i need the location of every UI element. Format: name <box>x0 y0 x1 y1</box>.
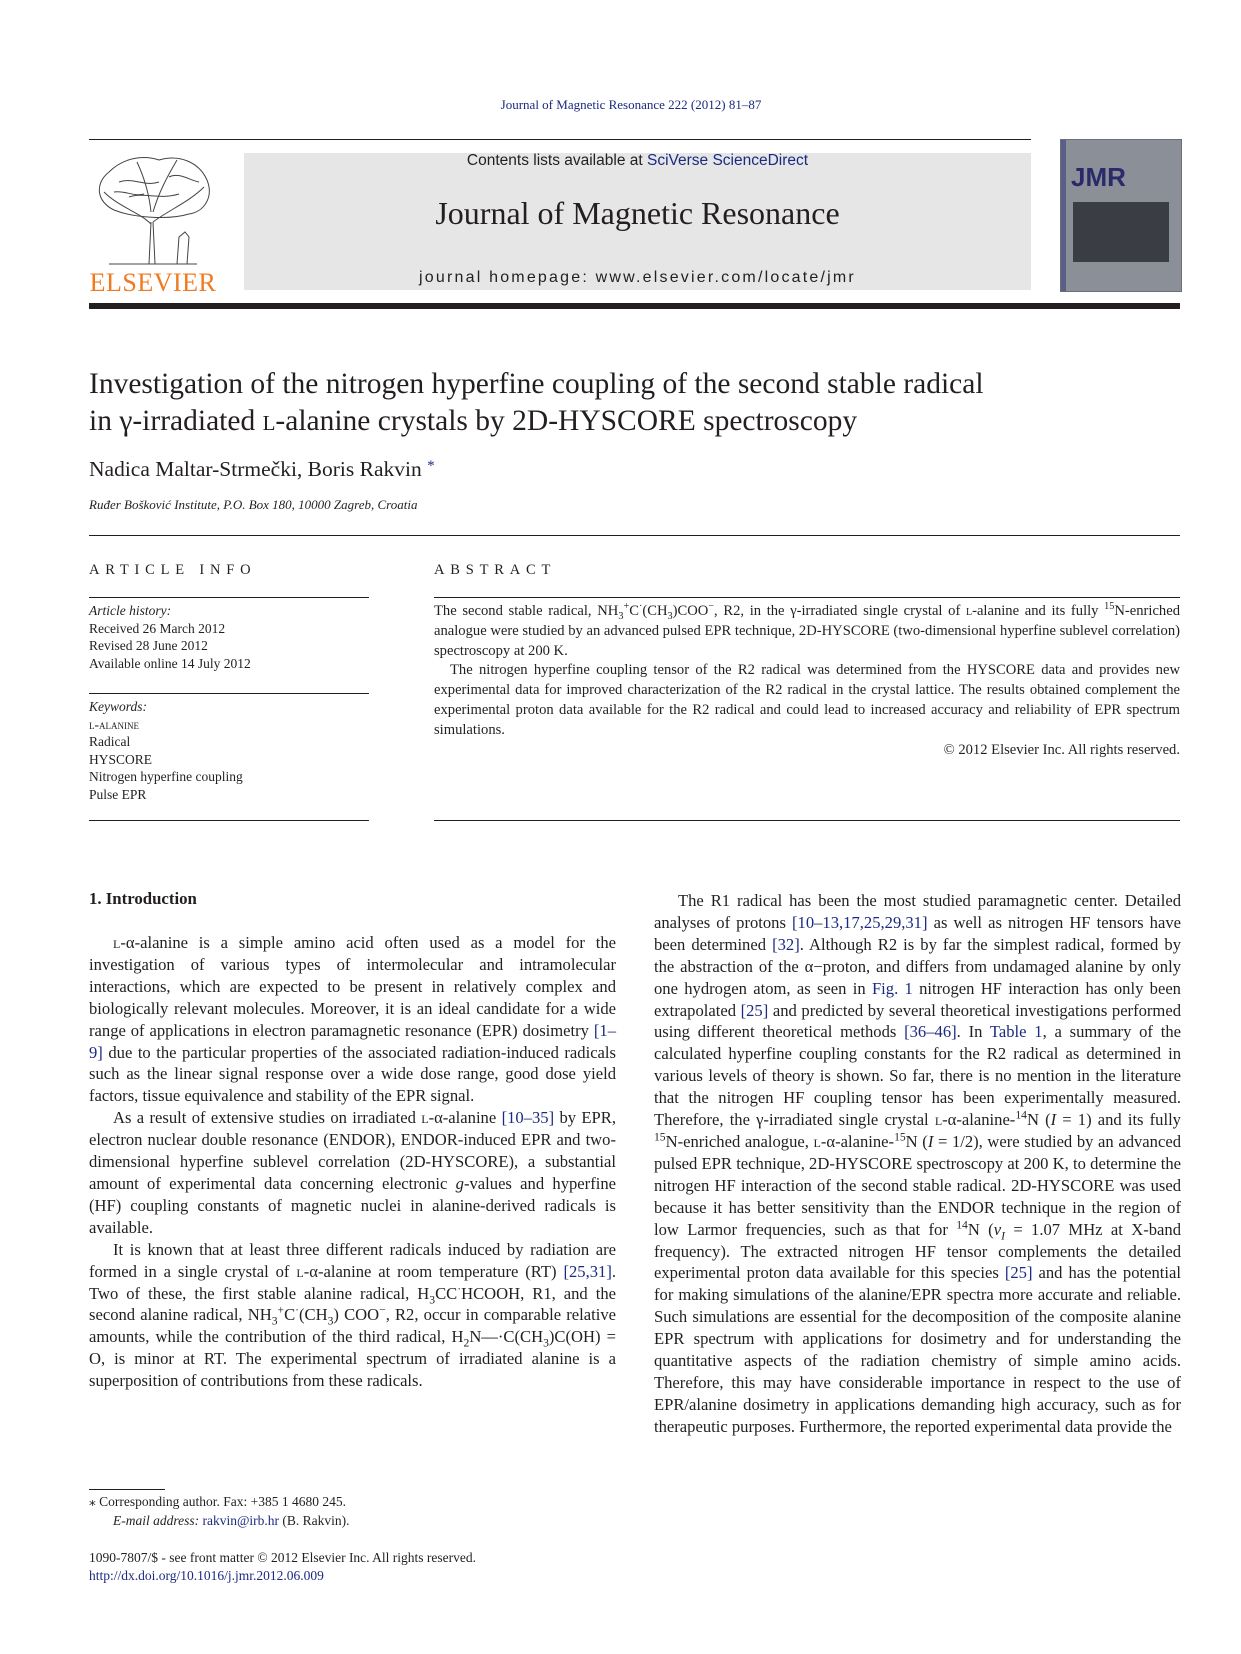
keyword-item: Nitrogen hyperfine coupling <box>89 769 243 784</box>
cover-figure <box>1073 202 1169 262</box>
journal-citation[interactable]: Journal of Magnetic Resonance 222 (2012) 81–87 <box>500 97 762 112</box>
article-title <box>89 366 1189 440</box>
abstract-rule <box>434 597 1180 598</box>
journal-cover-thumbnail <box>1060 139 1182 292</box>
corresponding-author-mark[interactable]: * <box>427 458 435 474</box>
article-history <box>89 602 369 672</box>
abstract-copyright: © 2012 Elsevier Inc. All rights reserved. <box>943 741 1180 758</box>
header-rule <box>89 139 1031 140</box>
author-names: Nadica Maltar-Strmečki, Boris Rakvin <box>89 457 422 481</box>
abstract-bottom-rule <box>434 820 1180 821</box>
body-paragraph: The R1 radical has been the most studied paramagnetic center. Detailed analyses of protons [10–13,17,25,29,31] as well as nitrogen HF tensors have been determined [32]. Although R2 is by far the simplest radical, formed by the abstraction of the α−proton, and differs from undamaged alanine by only one hydrogen atom, as seen in Fig. 1 nitrogen HF interaction has only been extrapolated [25] and predicted by several theoretical investigations performed using different theoretical methods [36–46]. In Table 1, a summary of the calculated hyperfine coupling constants for the R2 radical as determined in various levels of theory is shown. So far, there is no mention in the literature that the nitrogen HF coupling tensor has been experimentally measured. Therefore, the γ-irradiated single crystal l-α-alanine-$^{14}$N (I = 1) and its fully $^{15}$N-enriched analogue, l-α-alanine-$^{15}$N (I = 1/2), were studied by an advanced pulsed EPR technique, 2D-HYSCORE spectroscopy at 200 K, to determine the nitrogen HF interaction of the second stable radical. 2D-HYSCORE was used because it has better sensitivity than the ENDOR technique in the region of low Larmor frequencies, such as that for $^{14}$N ($\nu_I = 1.07$ MHz at X-band frequency). The extracted nitrogen HF tensor complements the detailed experimental proton data available for this species [25] and has the potential for making simulations of the alanine/EPR spectra more accurate and reliable. Such simulations are essential for the decomposition of the composite alanine EPR spectrum with applications for dosimetry and for understanding the quantitative aspects of the radiation chemistry of simple amino acids. Therefore, this may have considerable importance in respect to the use of EPR/alanine dosimetry in applications demanding high accuracy, such as for therapeutic purposes. Furthermore, the reported experimental data provide the <box>654 891 1182 1436</box>
title-line-2-sc: l <box>262 405 276 437</box>
affiliation: Ruđer Bošković Institute, P.O. Box 180, 10000 Zagreb, Croatia <box>89 497 418 512</box>
journal-name: Journal of Magnetic Resonance <box>435 195 840 231</box>
citation-link[interactable]: [10–35] <box>501 1108 555 1128</box>
citation-link[interactable]: [25,31] <box>563 1261 612 1281</box>
citation-link[interactable]: [36–46] <box>904 1022 957 1042</box>
keyword-item: HYSCORE <box>89 751 153 767</box>
title-line-1: Investigation of the nitrogen hyperfine coupling of the second stable radical <box>89 368 984 400</box>
abstract-heading: ABSTRACT <box>434 562 557 578</box>
issn-line: 1090-7807/$ - see front matter © 2012 Elsevier Inc. All rights reserved. <box>89 1550 477 1565</box>
sciencedirect-link[interactable]: SciVerse ScienceDirect <box>646 152 809 169</box>
abstract-paragraph: The nitrogen hyperfine coupling tensor of the R2 radical was determined from the HYSCORE data and provides new experimental data for improved characterization of the R2 radical in the crystal lattice. The results obtained complement the experimental proton data available for the R2 radical and could lead to increased accuracy and reliability of EPR spectrum simulations. <box>434 662 1180 738</box>
history-revised: Revised 28 June 2012 <box>89 638 208 653</box>
article-info-bottom-rule <box>89 820 369 821</box>
figure-link[interactable]: Fig. 1 <box>871 978 913 998</box>
abstract-paragraph: The second stable radical, $NH_3^+C^\cdot(CH_3)COO^-$, R2, in the γ-irradiated single crystal of l-alanine and its fully $^{15}$N-enriched analogue were studied by an advanced pulsed EPR technique, 2D-HYSCORE (two-dimensional hyperfine sublevel correlation) spectroscopy at 200 K. <box>434 601 1180 659</box>
contents-prefix: Contents lists available at <box>466 152 647 169</box>
citation-link[interactable]: [32] <box>772 934 800 954</box>
contents-line <box>244 152 1031 170</box>
history-online: Available online 14 July 2012 <box>89 655 251 671</box>
cover-spine <box>1061 140 1066 291</box>
footnote <box>89 1492 609 1530</box>
article-info-heading: ARTICLE INFO <box>89 562 257 578</box>
citation-link[interactable]: [10–13,17,25,29,31] <box>792 912 928 932</box>
doi-link[interactable]: http://dx.doi.org/10.1016/j.jmr.2012.06.009 <box>89 1568 324 1583</box>
keyword-item: Pulse EPR <box>89 786 147 802</box>
email-line <box>89 1511 609 1530</box>
abstract-body <box>434 602 1180 760</box>
keywords-rule <box>89 693 369 694</box>
keywords-label: Keywords: <box>89 699 147 714</box>
front-matter <box>89 1549 649 1585</box>
email-link[interactable]: rakvin@irb.hr <box>202 1513 280 1528</box>
body-column-left <box>89 932 616 1392</box>
citation-link[interactable]: [25] <box>740 1000 769 1020</box>
email-label: E-mail address: <box>113 1513 203 1528</box>
keyword-item: l-alanine <box>89 716 139 732</box>
elsevier-wordmark: ELSEVIER <box>89 268 217 297</box>
title-line-2-post: -alanine crystals by 2D-HYSCORE spectroscopy <box>275 405 858 437</box>
keyword-item: Radical <box>89 734 131 749</box>
citation-link[interactable]: [1–9] <box>89 1020 616 1062</box>
journal-homepage[interactable]: journal homepage: www.elsevier.com/locate/jmr <box>419 269 856 286</box>
section-heading-introduction: 1. Introduction <box>89 889 197 908</box>
cover-title: JMR <box>1071 162 1126 192</box>
title-line-2-pre: in γ-irradiated <box>89 405 263 437</box>
affiliation-rule <box>89 535 1180 536</box>
table-link[interactable]: Table 1 <box>989 1022 1043 1042</box>
body-paragraph: l-α-alanine is a simple amino acid often used as a model for the investigation of various types of intermolecular and intramolecular interactions, which are expected to be present in relatively complex and biologically relevant molecules. Moreover, it is an ideal candidate for a wide range of applications in electron paramagnetic resonance (EPR) dosimetry [1–9] due to the particular properties of the associated radiation-induced radicals such as the linear signal response over a wide dose range, good dose yield factors, tissue equivalence and stability of the EPR signal. <box>89 933 616 1106</box>
title-line-2 <box>89 403 1189 440</box>
keywords <box>89 698 369 803</box>
body-paragraph: As a result of extensive studies on irradiated l-α-alanine [10–35] by EPR, electron nuclear double resonance (ENDOR), ENDOR-induced EPR and two-dimensional hyperfine sublevel correlation (2D-HYSCORE), a substantial amount of experimental data concerning electronic g-values and hyperfine (HF) coupling constants of magnetic nuclei in alanine-derived radicals is available. <box>89 1108 616 1237</box>
body-column-right <box>654 890 1181 1438</box>
history-received: Received 26 March 2012 <box>89 620 226 636</box>
footnote-rule <box>89 1489 165 1490</box>
header-thick-rule <box>89 303 1180 309</box>
authors <box>89 457 435 482</box>
corresponding-author-note: ⁎ Corresponding author. Fax: +385 1 4680 245. <box>89 1494 346 1509</box>
history-label: Article history: <box>89 603 172 618</box>
email-suffix: (B. Rakvin). <box>279 1513 350 1528</box>
body-paragraph: It is known that at least three different radicals induced by radiation are formed in a single crystal of l-α-alanine at room temperature (RT) [25,31]. Two of these, the first stable alanine radical, $H_3CC^\cdot HCOOH$, R1, and the second alanine radical, $NH_3^+C^\cdot(CH_3)$ COO−, R2, occur in comparable relative amounts, while the contribution of the third radical, $H_2N—\cdot C(CH_3)C(OH) = O$, is minor at RT. The experimental spectrum of irradiated alanine is a superposition of contributions from these radicals. <box>89 1239 617 1391</box>
citation-link[interactable]: [25] <box>1004 1263 1033 1283</box>
article-info-rule <box>89 597 369 598</box>
